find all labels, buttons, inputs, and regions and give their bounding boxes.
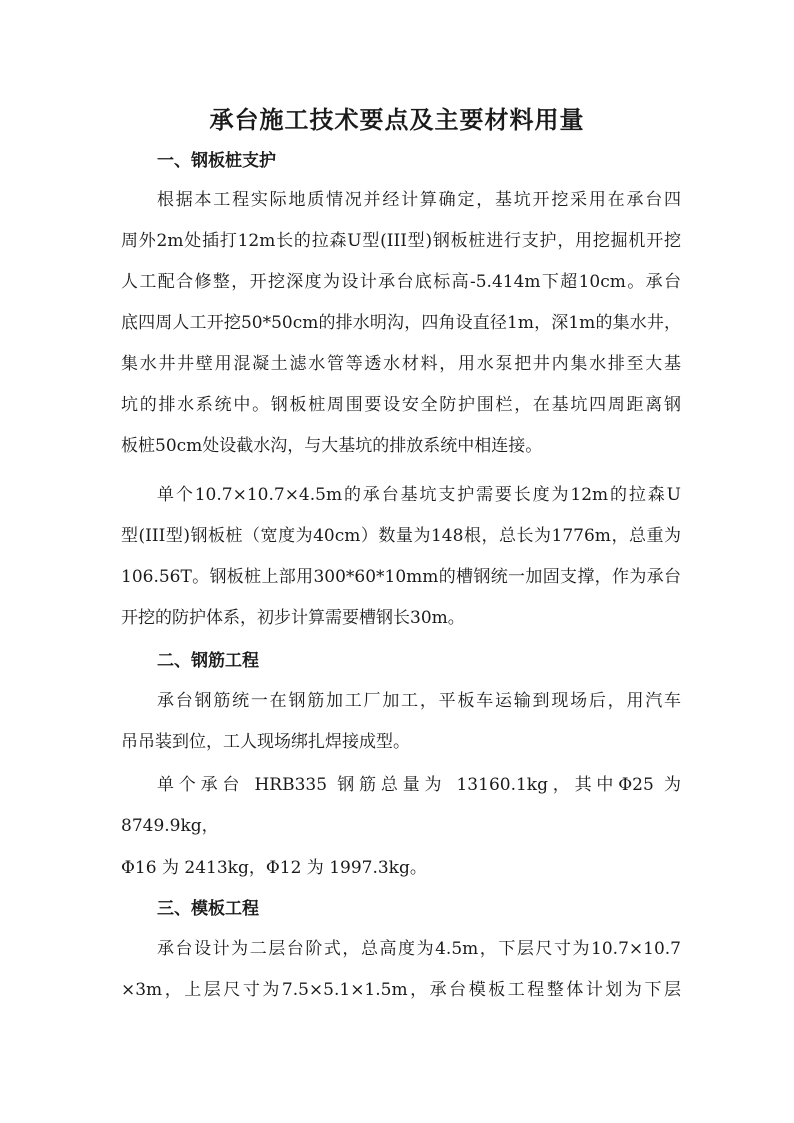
paragraph-line: 吊吊装到位，工人现场绑扎焊接成型。	[121, 732, 410, 752]
paragraph-line: 型(III型)钢板桩（宽度为40cm）数量为148根，总长为1776m，总重为	[121, 526, 681, 546]
paragraph-line: 人工配合修整，开挖深度为设计承台底标高-5.414m下超10cm。承台	[121, 272, 681, 292]
paragraph-line: 板桩50cm处设截水沟，与大基坑的排放系统中相连接。	[121, 436, 543, 456]
paragraph-line: 周外2m处插打12m长的拉森U型(III型)钢板桩进行支护，用挖掘机开挖	[121, 231, 681, 251]
document-title: 承台施工技术要点及主要材料用量	[209, 106, 585, 134]
paragraph-line: Φ16 为 2413kg，Φ12 为 1997.3kg。	[121, 858, 427, 878]
paragraph-line: 承台钢筋统一在钢筋加工厂加工，平板车运输到现场后，用汽车	[157, 691, 681, 711]
paragraph-line: 承台设计为二层台阶式，总高度为4.5m，下层尺寸为10.7×10.7	[157, 939, 681, 959]
paragraph-line: ×3m，上层尺寸为7.5×5.1×1.5m，承台模板工程整体计划为下层	[121, 980, 681, 1000]
paragraph-line: 8749.9kg，	[121, 816, 219, 836]
section-heading: 一、钢板桩支护	[157, 151, 276, 171]
paragraph-line: 底四周人工开挖50*50cm的排水明沟，四角设直径1m，深1m的集水井，	[121, 313, 681, 333]
paragraph-line: 开挖的防护体系，初步计算需要槽钢长30m。	[121, 608, 465, 628]
paragraph-line: 坑的排水系统中。钢板桩周围要设安全防护围栏，在基坑四周距离钢	[121, 395, 681, 415]
paragraph-line: 单个承台 HRB335 钢筋总量为 13160.1kg，其中Φ25 为	[157, 775, 681, 795]
section-heading: 三、模板工程	[157, 899, 259, 919]
paragraph-line: 集水井井壁用混凝土滤水管等透水材料，用水泵把井内集水排至大基	[121, 354, 681, 374]
paragraph-line: 根据本工程实际地质情况并经计算确定，基坑开挖采用在承台四	[157, 190, 681, 210]
section-heading: 二、钢筋工程	[157, 651, 259, 671]
paragraph-line: 106.56T。钢板桩上部用300*60*10mm的槽钢统一加固支撑，作为承台	[121, 567, 681, 587]
paragraph-line: 单个10.7×10.7×4.5m的承台基坑支护需要长度为12m的拉森U	[157, 485, 681, 505]
